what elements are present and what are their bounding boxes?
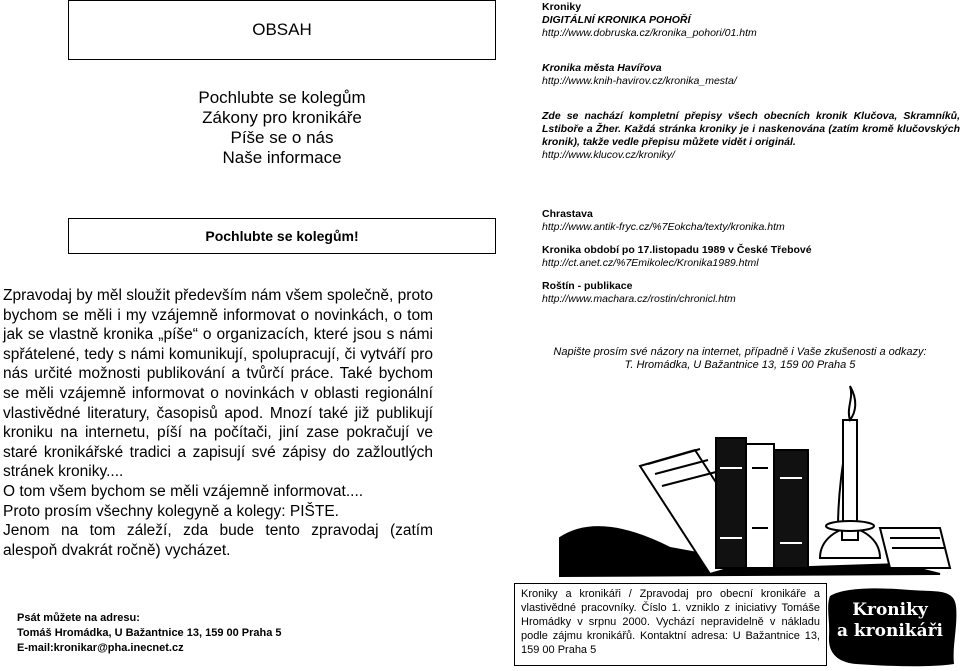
toc-item[interactable]: Pochlubte se kolegům <box>198 88 366 107</box>
links-heading: Kroniky <box>542 1 582 13</box>
contents-heading-box <box>68 0 496 60</box>
link-url-havirov[interactable]: http://www.knih-havirov.cz/kronika_mesta/ <box>542 75 737 87</box>
toc-item[interactable]: Naše informace <box>222 148 342 167</box>
link-title-rostin: Roštín - publikace <box>542 280 633 292</box>
link-url-klucov[interactable]: http://www.klucov.cz/kroniky/ <box>542 149 675 161</box>
toc-item[interactable]: Píše se o nás <box>230 128 334 147</box>
links-section-top <box>542 1 960 162</box>
klucov-description: Zde se nachází kompletní přepisy všech obecních kronik Klučova, Skramníků, Lstiboře a Žher. Každá stránka kroniky je i naskenována (zatím kromě klučovských kronik), takže vedle přepisu můžete vidět i originál. <box>542 110 960 148</box>
article-title-box <box>68 218 496 254</box>
article-paragraph: Proto prosím všechny kolegyně a kolegy: PIŠTE. <box>3 502 339 520</box>
toc-item[interactable]: Zákony pro kronikáře <box>202 108 362 127</box>
logo-line: a kronikáři <box>836 621 944 641</box>
contents-heading: OBSAH <box>252 20 312 39</box>
logo-line: Kroniky <box>852 600 928 620</box>
link-title-havirov: Kronika města Havířova <box>542 62 662 74</box>
masthead-text: Kroniky a kronikáři / Zpravodaj pro obecní kronikáře a vlastivědné pracovníky. Číslo 1. vzniklo z iniciativy Tomáše Hromádky v srpnu 2000. Vychází nepravidelně v nákladu podle zájmu kronikářů. Kontaktní adresa: U Bažantnice 13, 159 00 Praha 5 <box>521 588 820 656</box>
link-title-chrastava: Chrastava <box>542 208 593 220</box>
link-url-rostin[interactable]: http://www.machara.cz/rostin/chronicl.htm <box>542 293 736 305</box>
address-label: Psát můžete na adresu: <box>17 612 140 624</box>
link-title-pohori: DIGITÁLNÍ KRONIKA POHOŘÍ <box>542 14 691 26</box>
masthead-box <box>514 583 827 666</box>
links-section-bottom <box>542 208 960 306</box>
article-body <box>3 286 433 560</box>
contact-address <box>17 611 437 656</box>
feedback-note <box>520 346 960 372</box>
feedback-address: T. Hromádka, U Bažantnice 13, 159 00 Praha 5 <box>624 359 856 371</box>
address-email[interactable]: E-mail:kronikar@pha.inecnet.cz <box>17 642 184 654</box>
feedback-line: Napište prosím své názory na internet, případně i Vaše zkušenosti a odkazy: <box>553 346 927 358</box>
table-of-contents <box>68 88 496 168</box>
link-url-pohori[interactable]: http://www.dobruska.cz/kronika_pohori/01.htm <box>542 27 757 39</box>
address-postal: Tomáš Hromádka, U Bažantnice 13, 159 00 Praha 5 <box>17 627 282 639</box>
article-paragraph: Zpravodaj by měl sloužit především nám všem společně, proto bychom se měli i my vzájemně informovat o novinkách, o tom jak se vlastně kronika „píše“ o organizacích, které jsou s námi spřátelené, tedy s námi komunikují, spolupracují, či vytváří pro nás určité možnosti publikování a tvůrčí práce. Také bychom se měli vzájemně informovat o novinkách v oblasti regionální vlastivědné literatury, časopisů apod. Mnozí také již publikují kroniku na internetu, píší na počítači, jiní zase pokračují ve staré kronikářské tradici a zapisují své zápisy do zažloutlých stránek kroniky.... <box>3 287 433 481</box>
article-title: Pochlubte se kolegům! <box>205 228 359 244</box>
link-url-chrastava[interactable]: http://www.antik-fryc.cz/%7Eokcha/texty/kronika.htm <box>542 221 785 233</box>
books-candle-illustration <box>520 378 960 578</box>
link-url-trebova[interactable]: http://ct.anet.cz/%7Emikolec/Kronika1989.html <box>542 257 759 269</box>
logo-wordmark <box>830 600 950 642</box>
article-paragraph: O tom všem bychom se měli vzájemně informovat.... <box>3 482 364 500</box>
article-paragraph: Jenom na tom záleží, zda bude tento zpravodaj (zatím alespoň dvakrát ročně) vycházet. <box>3 522 433 559</box>
link-title-trebova: Kronika období po 17.listopadu 1989 v České Třebové <box>542 244 812 256</box>
